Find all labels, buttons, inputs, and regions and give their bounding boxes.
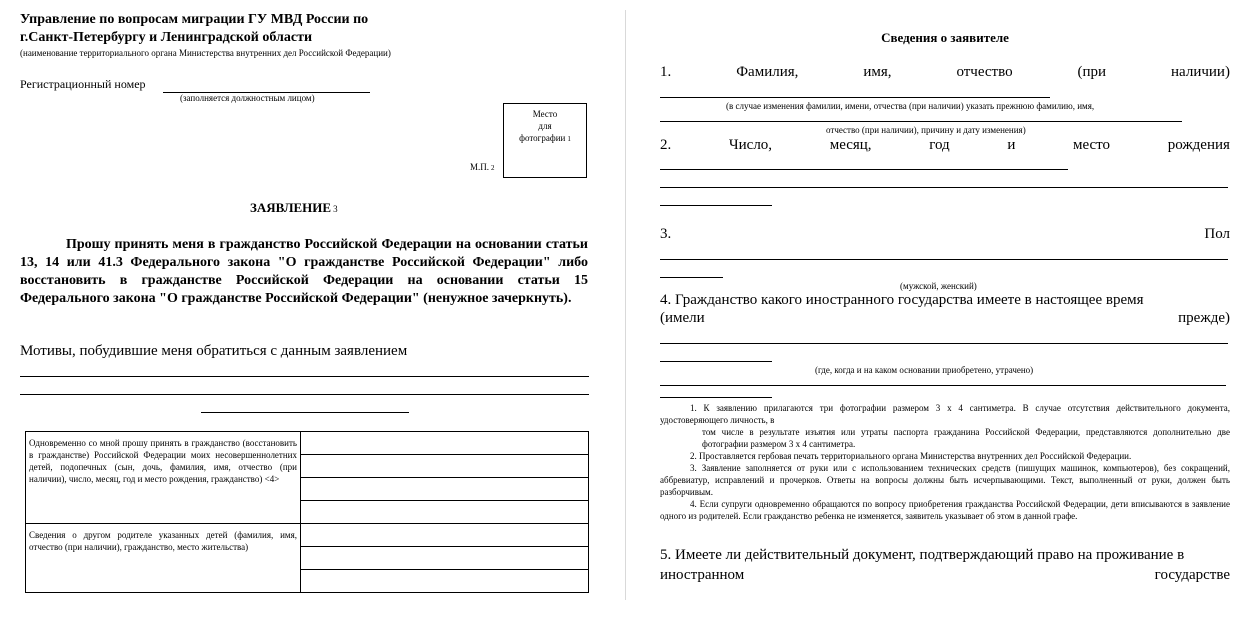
q1-word: 1. xyxy=(660,64,672,80)
applicant-section-title: Сведения о заявителе xyxy=(881,30,1009,45)
children-answer-cell[interactable] xyxy=(301,432,589,455)
children-answer-cell[interactable] xyxy=(301,478,589,501)
photo-footnote-ref: 1 xyxy=(567,135,571,143)
q2-word: место xyxy=(1073,137,1111,153)
q1-note-2: отчество (при наличии), причину и дату изменения) xyxy=(826,125,1026,135)
footnote-2: 2. Проставляется гербовая печать территориального органа Министерства внутренних дел Российской Федерации. xyxy=(690,451,1132,461)
q5-line-2-left: иностранном xyxy=(660,567,745,583)
registration-number-label: Регистрационный номер xyxy=(20,77,146,91)
table-row xyxy=(26,432,589,455)
stamp-place xyxy=(470,162,495,172)
q5-line-2-right: государстве xyxy=(1154,567,1230,583)
question-3 xyxy=(660,226,1230,243)
statement-title-text: ЗАЯВЛЕНИЕ xyxy=(250,200,332,215)
question-1 xyxy=(660,64,1230,81)
footnote-separator xyxy=(660,397,772,398)
children-answer-cell[interactable] xyxy=(301,455,589,478)
organization-note: (наименование территориального органа Министерства внутренних дел Российской Федерации) xyxy=(20,48,391,58)
footnote-1a: 1. К заявлению прилагаются три фотографии размером 3 х 4 сантиметра. В случае отсутствия действительного документа, удостоверяющего личность, в xyxy=(660,403,1230,425)
q3-answer-line-2[interactable] xyxy=(660,277,723,278)
children-table xyxy=(25,431,589,593)
photo-label-line2: для xyxy=(538,121,552,131)
table-row xyxy=(26,524,589,547)
q2-word: Число, xyxy=(728,137,773,153)
other-parent-answer-cell[interactable] xyxy=(301,524,589,547)
other-parent-answer-cell[interactable] xyxy=(301,547,589,570)
question-5-line-2 xyxy=(660,567,1230,584)
organization-title-line2: г.Санкт-Петербургу и Ленинградской области xyxy=(20,30,313,45)
q4-answer-line-2[interactable] xyxy=(660,361,772,362)
q2-answer-line-1[interactable] xyxy=(660,169,1068,170)
stamp-label: М.П. xyxy=(470,162,490,172)
other-parent-question: Сведения о другом родителе указанных детей (фамилия, имя, отчество (при наличии), гражданство, место жительства) xyxy=(26,524,301,593)
q4-answer-line-1[interactable] xyxy=(660,343,1228,344)
children-question: Одновременно со мной прошу принять в гражданство (восстановить в гражданстве) Российской Федерации моих несовершеннолетних детей, подопечных (сын, дочь, фамилия, имя, отчество (при наличии), число, месяц, год и место рождения, гражданство) <4> xyxy=(26,432,301,524)
q1-answer-line[interactable] xyxy=(660,97,1050,98)
q1-word: Фамилия, xyxy=(736,64,799,80)
q4-note: (где, когда и на каком основании приобретено, утрачено) xyxy=(815,365,1034,375)
q2-answer-line-2[interactable] xyxy=(660,187,1228,188)
q4-answer-line-3[interactable] xyxy=(660,385,1226,386)
q5-line-1: 5. Имеете ли действительный документ, подтверждающий право на проживание в xyxy=(660,547,1185,563)
question-4-line-2 xyxy=(660,310,1230,327)
children-answer-cell[interactable] xyxy=(301,501,589,524)
other-parent-answer-cell[interactable] xyxy=(301,570,589,593)
organization-title-line1: Управление по вопросам миграции ГУ МВД России по xyxy=(20,12,369,27)
q2-word: рождения xyxy=(1167,137,1230,153)
q2-answer-line-3[interactable] xyxy=(660,205,772,206)
q3-number: 3. xyxy=(660,226,672,242)
q1-note-1: (в случае изменения фамилии, имени, отчества (при наличии) указать прежнюю фамилию, имя, xyxy=(726,101,1095,111)
q1-word: (при xyxy=(1077,64,1107,80)
q2-word: 2. xyxy=(660,137,672,153)
photo-label-line3: фотографии xyxy=(519,133,566,143)
q3-answer-line-1[interactable] xyxy=(660,259,1228,260)
motives-line-1[interactable] xyxy=(20,376,589,377)
q3-note: (мужской, женский) xyxy=(900,281,977,291)
registration-number-note: (заполняется должностным лицом) xyxy=(180,93,315,103)
motives-line-2[interactable] xyxy=(20,394,589,395)
q4-line-2-right: прежде) xyxy=(1178,310,1230,326)
statement-footnote-ref: 3 xyxy=(333,204,338,214)
q1-word: имя, xyxy=(863,64,892,80)
photo-placeholder-label xyxy=(510,108,580,145)
q2-word: и xyxy=(1007,137,1016,153)
q1-word: наличии) xyxy=(1171,64,1230,80)
footnote-3: 3. Заявление заполняется от руки или с использованием технических средств (пишущих машинок, компьютеров), без сокращений, аббревиатур, исправлений и прочерков. Ответы на вопросы должны быть исчерпывающими. Текст, выполненный от руки, должен быть разборчивым. xyxy=(660,463,1230,497)
q1-answer-line-2[interactable] xyxy=(660,121,1182,122)
stamp-footnote-ref: 2 xyxy=(491,164,495,172)
footnotes xyxy=(660,402,1230,522)
q2-word: год xyxy=(929,137,950,153)
organization-title xyxy=(20,11,580,47)
q4-line-1: 4. Гражданство какого иностранного государства имеете в настоящее время xyxy=(660,292,1144,308)
statement-title xyxy=(250,200,338,216)
signature-line[interactable] xyxy=(201,412,409,413)
motives-label: Мотивы, побудившие меня обратиться с данным заявлением xyxy=(20,343,408,359)
photo-label-line1: Место xyxy=(532,109,558,119)
page-divider xyxy=(625,10,626,600)
q3-label: Пол xyxy=(1204,226,1230,242)
q2-word: месяц, xyxy=(829,137,872,153)
footnote-1b: том числе в результате изъятия или утраты паспорта гражданина Российской Федерации, представляются дополнительно две фотографии размером 3 х 4 сантиметра. xyxy=(702,427,1230,449)
q1-word: отчество xyxy=(956,64,1013,80)
request-text: Прошу принять меня в гражданство Российской Федерации на основании статьи 13, 14 или 41.3 Федерального закона "О гражданстве Российской Федерации" либо восстановить в гражданстве Российской Федерации на основании статьи 15 Федерального закона "О гражданстве Российской Федерации" (ненужное зачеркнуть). xyxy=(20,237,588,306)
q4-line-2-left: (имели xyxy=(660,310,705,326)
footnote-4: 4. Если супруги одновременно обращаются по вопросу приобретения гражданства Российской Федерации, дети вписываются в заявление одного из родителей. Если гражданство ребенка не изменяется, заявитель указывает об этом в данной графе. xyxy=(660,499,1230,521)
question-2 xyxy=(660,137,1230,154)
